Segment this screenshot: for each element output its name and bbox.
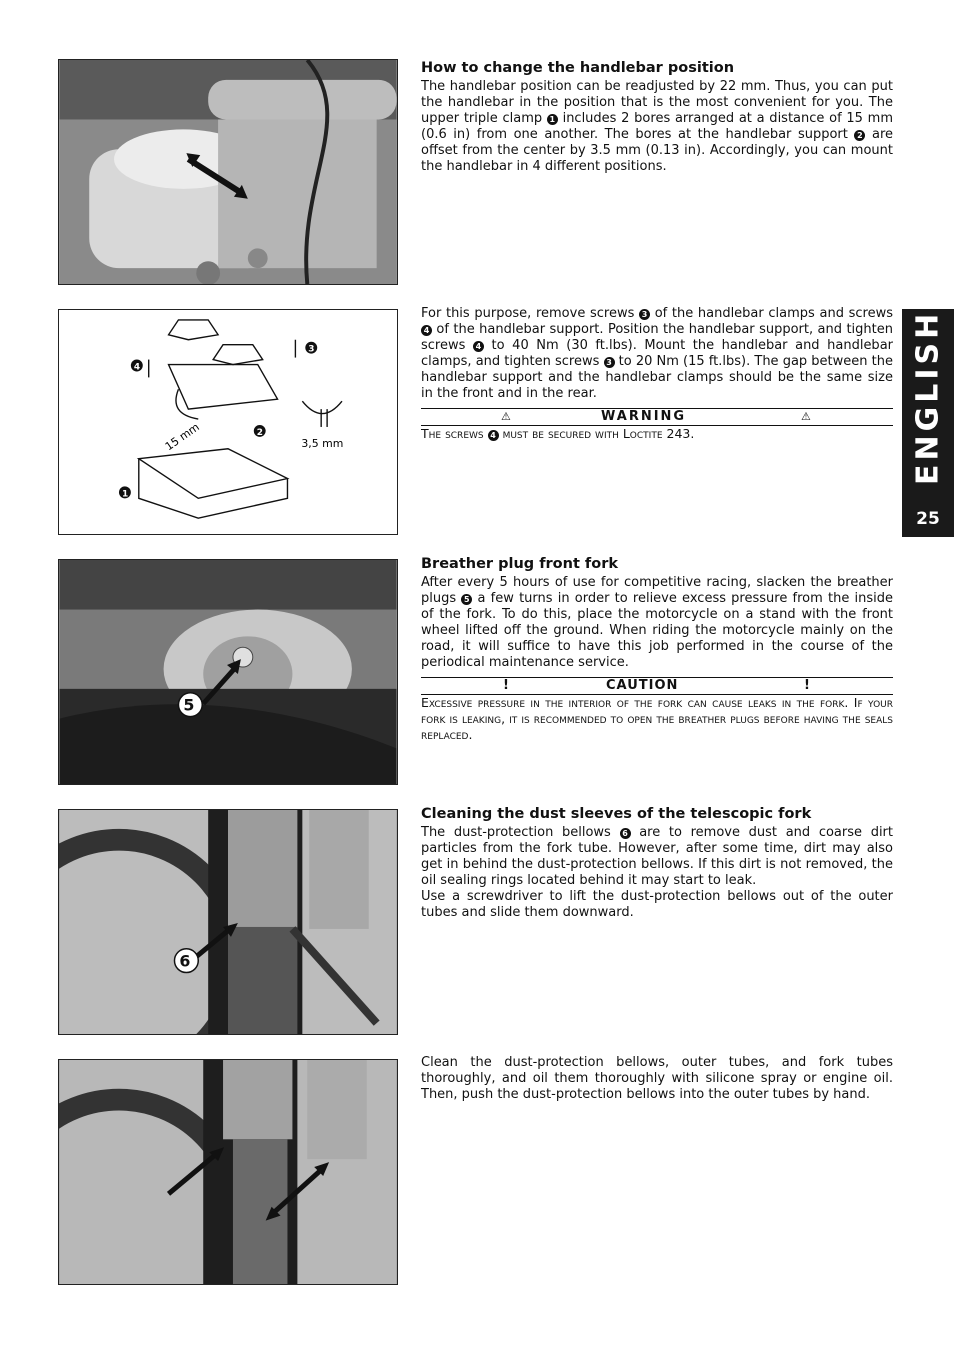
marker-2: 2 [854, 130, 865, 141]
handlebar-clamp-illustration [59, 60, 397, 284]
section-clean-fork [421, 1055, 893, 1103]
marker-4: 4 [421, 325, 432, 336]
breather-plug-illustration [59, 560, 397, 784]
diagram-handlebar-support [58, 309, 398, 535]
photo-marker-5: 5 [183, 695, 195, 715]
photo-breather-plug [58, 559, 398, 785]
paragraph-dust-1: The dust-protection bellows 6 are to remove dust and coarse dirt particles from the fork tube. However, after some time, dirt may also get in behind the dust-protection bellows. If this dirt is not removed, the oil sealing rings located behind it may start to leak. [421, 825, 893, 888]
warning-label: WARNING [601, 409, 687, 424]
section-dust-sleeves [421, 805, 893, 921]
warning-text: The screws 4 must be secured with Loctite 243. [421, 426, 695, 441]
paragraph-handlebar-position: The handlebar position can be readjusted by 22 mm. Thus, you can put the handlebar in the position that is the most convenient for you. The upper triple clamp 1 includes 2 bores arranged at a distance of 15 mm (0.6 in) from one another. The bores at the handlebar support 2 are offset from the center by 3.5 mm (0.13 in). Accordingly, you can mount the handlebar in 4 different positions. [421, 79, 894, 174]
language-tab [902, 309, 954, 537]
marker-4c: 4 [488, 430, 499, 441]
warning-icon-right: ⚠ [801, 410, 812, 423]
paragraph-dust-2: Use a screwdriver to lift the dust-protection bellows out of the outer tubes and slide them downward. [421, 889, 893, 920]
heading-handlebar-position: How to change the handlebar position [421, 60, 735, 76]
diagram-marker-3: 3 [308, 344, 315, 355]
section-breather-plug [421, 555, 893, 743]
fork-tubes-illustration [59, 1060, 397, 1284]
dim-3-5mm: 3,5 mm [301, 436, 344, 450]
caution-label: CAUTION [606, 678, 679, 693]
heading-dust-sleeves: Cleaning the dust sleeves of the telescopic fork [421, 806, 812, 822]
paragraph-screws: For this purpose, remove screws 3 of the handlebar clamps and screws 4 of the handlebar support. Position the handlebar support, and tighten screws 4 to 40 Nm (30 ft.lbs). Mount the handlebar and handlebar clamps, and tighten screws 3 to 20 Nm (15 ft.lbs). The gap between the handlebar support and the handlebar clamps should be the same size in the front and in the rear. [421, 306, 893, 401]
heading-breather-plug: Breather plug front fork [421, 556, 618, 572]
dust-sleeve-illustration [59, 810, 397, 1034]
section-handlebar-position [421, 59, 893, 175]
dim-15mm: 15 mm [162, 420, 202, 454]
exploded-view-drawing [59, 310, 397, 534]
language-label: ENGLISH [910, 309, 946, 485]
photo-fork-tubes-clean [58, 1059, 398, 1285]
paragraph-breather-plug: After every 5 hours of use for competitive racing, slacken the breather plugs 5 a few turns in order to relieve excess pressure from the inside of the fork. To do this, place the motorcycle on a stand with the front wheel lifted off the ground. When riding the motorcycle mainly on the road, it will suffice to have this job performed in the course of the periodical maintenance service. [421, 575, 893, 670]
diagram-marker-1: 1 [121, 489, 129, 500]
page-number: 25 [916, 509, 940, 529]
caution-icon-right: ! [804, 678, 811, 693]
marker-1: 1 [547, 114, 558, 125]
caution-text: Excessive pressure in the interior of the fork can cause leaks in the fork. If your fork is leaking, it is recommended to open the breather plugs before having the seals replaced. [421, 695, 893, 742]
paragraph-clean-fork: Clean the dust-protection bellows, outer tubes, and fork tubes thoroughly, and oil them thoroughly with silicone spray or engine oil. Then, push the dust-protection bellows into the outer tubes by hand. [421, 1055, 893, 1102]
marker-4b: 4 [473, 341, 484, 352]
marker-6: 6 [620, 828, 631, 839]
diagram-marker-4: 4 [133, 362, 141, 373]
caution-icon-left: ! [503, 678, 510, 693]
marker-3b: 3 [604, 357, 615, 368]
marker-3: 3 [639, 309, 650, 320]
photo-marker-6: 6 [179, 951, 191, 971]
marker-5: 5 [461, 594, 472, 605]
photo-dust-sleeve-lift [58, 809, 398, 1035]
warning-icon-left: ⚠ [501, 410, 512, 423]
warning-banner [421, 408, 893, 426]
caution-banner [421, 677, 893, 695]
diagram-marker-2: 2 [256, 427, 263, 438]
photo-handlebar-clamp [58, 59, 398, 285]
section-screws [421, 306, 893, 442]
